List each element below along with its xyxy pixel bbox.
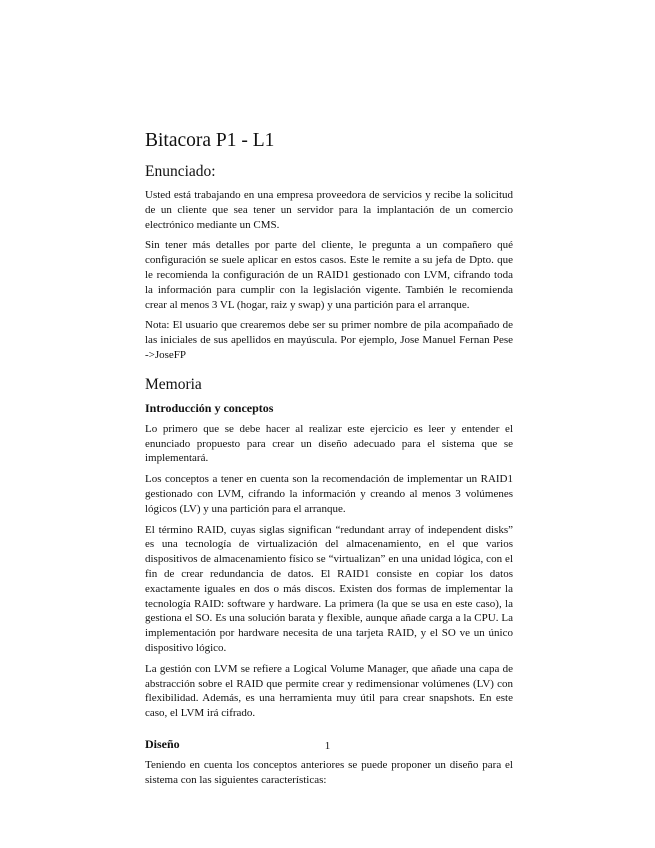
paragraph: Lo primero que se debe hacer al realizar este ejercicio es leer y entender el enunciado propuesto para crear un diseño adecuado para el sistema que se implementará. — [145, 422, 513, 465]
paragraph: Nota: El usuario que crearemos debe ser su primer nombre de pila acompañado de las iniciales de sus apellidos en mayúscula. Por ejemplo, Jose Manuel Fernan Pese ->JoseFP — [145, 319, 513, 361]
document-title: Bitacora P1 - L1 — [145, 130, 275, 151]
paragraph: Usted está trabajando en una empresa proveedora de servicios y recibe la solicitud de un cliente que sea tener un servidor para la implantación de un comercio electrónico mediante un CMS. — [145, 189, 513, 231]
paragraph: El término RAID, cuyas siglas significan “redundant array of independent disks” es una tecnología de virtualización del almacenamiento, en el que varios dispositivos de almacenamiento físico se “virtualizan” en una unidad lógica, con el fin de crear redundancia de datos. El RAID1 consiste en copiar los datos exactamente iguales en dos o más discos. Existen dos formas de implementar la tecnología RAID: software y hardware. La primera (la que se usa en este caso), la gestiona el SO. Es una solución barata y flexible, aunque añade carga a la CPU. La implementación por hardware necesita de una tarjeta RAID, y el SO ve un único dispositivo lógico. — [145, 523, 513, 654]
document-page — [145, 130, 513, 794]
paragraph: Sin tener más detalles por parte del cliente, le pregunta a un compañero qué configuración se suele aplicar en estos casos. Este le remite a su jefa de Dpto. que le recomienda la configuración de un RAID1 gestionado con LVM, cifrando toda la información para cumplir con la legislación vigente. También le recomienda crear al menos 3 VL (hogar, raiz y swap) y una partición para el arranque. — [145, 239, 513, 311]
paragraph: Teniendo en cuenta los conceptos anteriores se puede proponer un diseño para el sistema con las siguientes características: — [145, 758, 513, 786]
section-heading-memoria: Memoria — [145, 375, 202, 393]
subsection-heading-introduccion: Introducción y conceptos — [145, 400, 274, 415]
paragraph: Los conceptos a tener en cuenta son la recomendación de implementar un RAID1 gestionado con LVM, cifrando la información y creando al menos 3 volúmenes lógicos (LV) y una partición para el arranque. — [145, 473, 513, 515]
paragraph: La gestión con LVM se refiere a Logical Volume Manager, que añade una capa de abstracción sobre el RAID que permite crear y redimensionar volúmenes (LV) con flexibilidad. Además, es una herramienta muy útil para crear snapshots. En este caso, el LVM irá cifrado. — [145, 662, 513, 720]
subsection-heading-diseno: Diseño — [145, 736, 180, 751]
page-number: 1 — [324, 740, 331, 752]
section-heading-enunciado: Enunciado: — [145, 163, 216, 180]
